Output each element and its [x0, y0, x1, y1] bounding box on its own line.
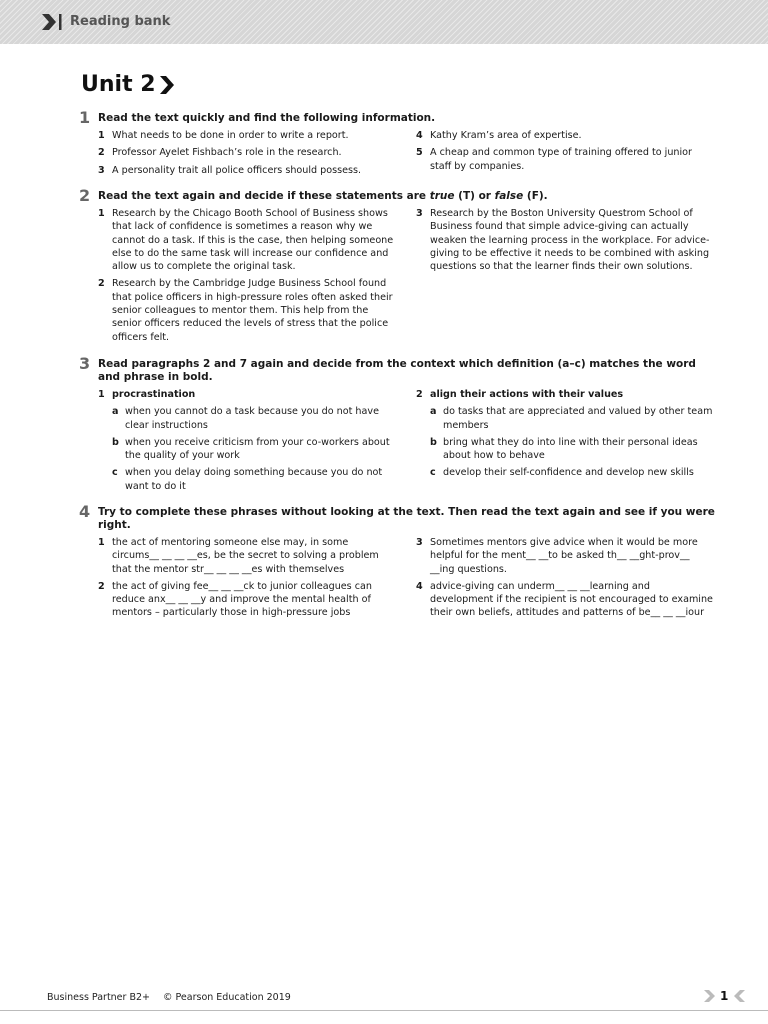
- exercise-4: [79, 504, 719, 624]
- option-item: b bring what they do into line with their personal ideas about how to behave: [430, 436, 698, 462]
- exercise-number: 2: [79, 186, 91, 205]
- option-item: b when you receive criticism from your co-workers about the quality of your work: [112, 436, 390, 462]
- exercise-instruction: Read paragraphs 2 and 7 again and decide from the context which definition (a–c) matches the word and phrase in bold.: [98, 358, 696, 383]
- book-title: Business Partner B2+: [47, 992, 150, 1003]
- unit-title: [81, 72, 175, 97]
- list-item: 1 What needs to be done in order to write a report.: [98, 130, 349, 141]
- list-item: 2 Research by the Cambridge Judge Business School found that police officers in high-pressure roles often asked their senior colleagues to mentor them. This help from the senior officers reduced the levels of stress that the police officers felt.: [98, 278, 393, 343]
- double-chevron-icon: [42, 13, 64, 31]
- exercise-3: [79, 356, 719, 497]
- option-item: a when you cannot do a task because you do not have clear instructions: [112, 406, 379, 431]
- exercise-number: 3: [79, 354, 91, 373]
- list-item: 4 Kathy Kram’s area of expertise.: [416, 130, 582, 141]
- option-item: c when you delay doing something because you do not want to do it: [112, 467, 383, 492]
- term-heading: 2 align their actions with their values: [416, 389, 624, 400]
- exercise-instruction: Try to complete these phrases without looking at the text. Then read the text again and see if you were right.: [98, 506, 715, 531]
- exercise-number: 4: [79, 502, 91, 521]
- list-item: 3 Sometimes mentors give advice when it would be more helpful for the ment__ __to be asked th__ __ght-prov__ __ing questions.: [416, 537, 698, 575]
- list-item: 2 the act of giving fee__ __ __ck to junior colleagues can reduce anx__ __ __y and improve the mental health of mentors – particularly those in high-pressure jobs: [98, 580, 372, 619]
- exercise-number: 1: [79, 108, 91, 127]
- list-item: 1 the act of mentoring someone else may, in some circums__ __ __ __es, be the secret to solving a problem that the mentor str__ __ __ __es with themselves: [98, 537, 379, 575]
- list-item: 3 Research by the Boston University Questrom School of Business found that simple advice-giving can actually weaken the learning process in the workplace. For advice-giving to be effective it needs to be combined with asking questions so that the learner finds their own solutions.: [416, 208, 710, 273]
- exercise-instruction: Read the text again and decide if these statements are true (T) or false (F).: [98, 190, 548, 202]
- unit-title-text: Unit 2: [81, 72, 156, 97]
- list-item: 5 A cheap and common type of training offered to junior staff by companies.: [416, 147, 692, 172]
- page-number: [704, 989, 745, 1003]
- exercise-2: [79, 188, 719, 348]
- term-heading: 1 procrastination: [98, 389, 196, 400]
- page-number-text: 1: [720, 989, 729, 1003]
- chevron-left-icon: [733, 990, 745, 1002]
- option-item: c develop their self-confidence and develop new skills: [430, 467, 694, 479]
- copyright: © Pearson Education 2019: [163, 992, 291, 1003]
- chevron-right-icon: [704, 990, 716, 1002]
- list-item: 2 Professor Ayelet Fishbach’s role in the research.: [98, 147, 342, 159]
- list-item: 3 A personality trait all police officers should possess.: [98, 164, 362, 176]
- footer-text: [47, 992, 301, 1003]
- page-header: [0, 0, 768, 44]
- exercise-1: [79, 110, 719, 181]
- exercise-instruction: Read the text quickly and find the following information.: [98, 112, 436, 124]
- list-item: 4 advice-giving can underm__ __ __learning and development if the recipient is not encouraged to examine their own beliefs, attitudes and patterns of be__ __ __iour: [416, 580, 713, 619]
- header-title: Reading bank: [70, 14, 171, 29]
- footer-divider: [0, 1010, 768, 1011]
- list-item: 1 Research by the Chicago Booth School of Business shows that lack of confidence is sometimes a reason why we cannot do a task. If this is the case, then helping someone else to do the same task will increase our confidence and allow us to complete the original task.: [98, 208, 394, 273]
- chevron-right-icon: [159, 76, 175, 94]
- option-item: a do tasks that are appreciated and valued by other team members: [430, 406, 713, 431]
